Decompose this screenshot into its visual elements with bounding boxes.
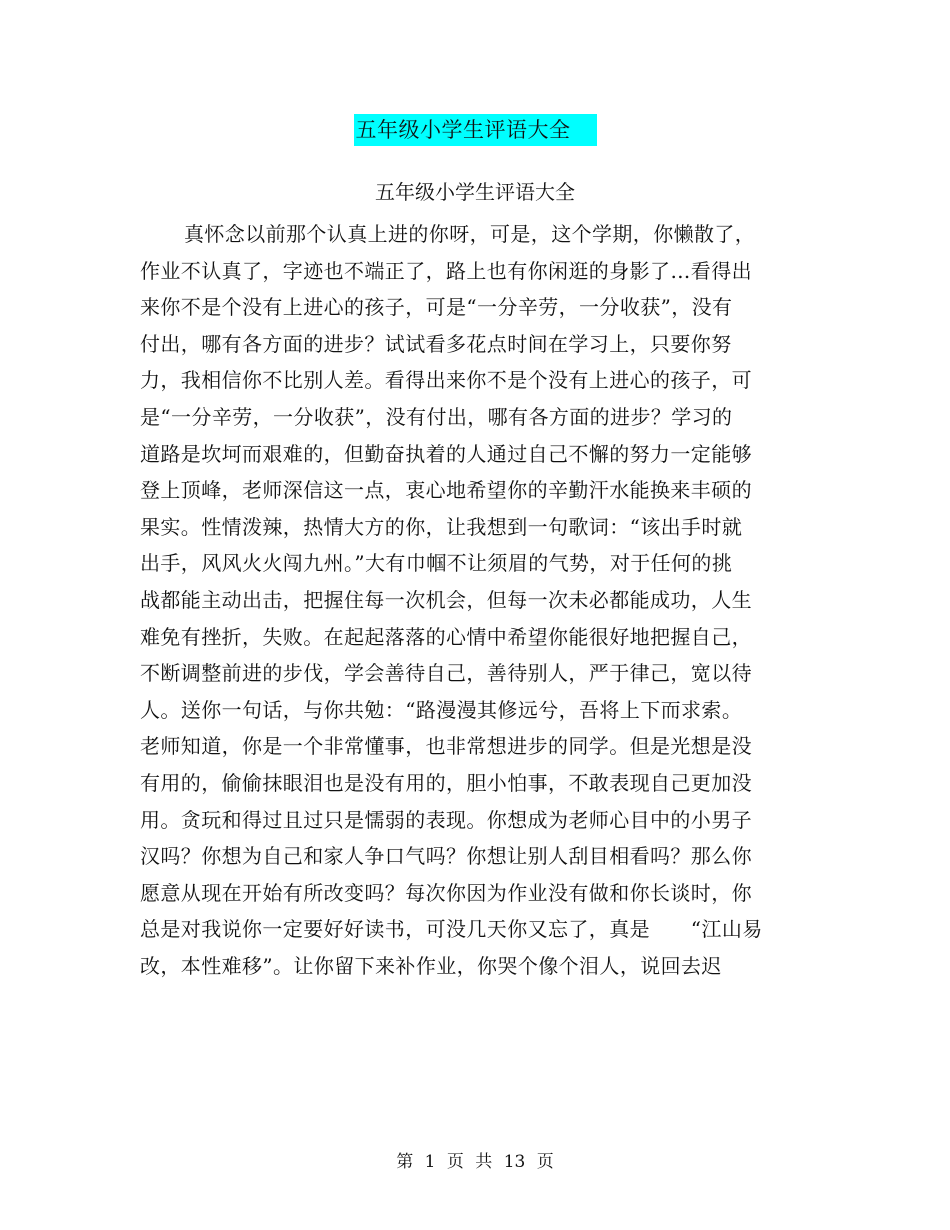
page-title: 五年级小学生评语大全: [354, 114, 597, 146]
text-line: 总是对我说你一定要好好读书，可没几天你又忘了，真是 “江山易: [140, 917, 763, 942]
text-line: 真怀念以前那个认真上进的你呀，可是，这个学期，你懒散了，: [184, 222, 756, 246]
text-line: 汉吗？你想为自己和家人争口气吗？你想让别人刮目相看吗？那么你: [140, 844, 752, 869]
text-line: 出手，风风火火闯九州。”大有巾帼不让须眉的气势，对于任何的挑: [140, 551, 733, 576]
text-line: 力，我相信你不比别人差。看得出来你不是个没有上进心的孩子，可: [140, 368, 752, 393]
page-footer: 第 1 页 共 13 页: [396, 1152, 554, 1172]
text-line: 人。送你一句话，与你共勉：“路漫漫其修远兮，吾将上下而求索。: [140, 697, 743, 722]
text-line: 果实。性情泼辣，热情大方的你，让我想到一句歌词：“该出手时就: [140, 514, 743, 539]
text-line: 有用的，偷偷抹眼泪也是没有用的，胆小怕事，不敢表现自己更加没: [140, 770, 752, 795]
text-line: 道路是坎坷而艰难的，但勤奋执着的人通过自己不懈的努力一定能够: [140, 441, 752, 466]
title-container: [0, 114, 950, 146]
text-line: 登上顶峰，老师深信这一点，衷心地希望你的辛勤汗水能换来丰硕的: [140, 478, 752, 503]
text-line: 难免有挫折，失败。在起起落落的心情中希望你能很好地把握自己，: [140, 624, 752, 649]
text-line: 不断调整前进的步伐，学会善待自己，善待别人，严于律己，宽以待: [140, 661, 752, 686]
text-line: 作业不认真了，字迹也不端正了，路上也有你闲逛的身影了…看得出: [140, 258, 752, 283]
text-line: 愿意从现在开始有所改变吗？每次你因为作业没有做和你长谈时，你: [140, 880, 752, 905]
text-line: 战都能主动出击，把握住每一次机会，但每一次未必都能成功，人生: [140, 587, 752, 612]
document-subtitle: 五年级小学生评语大全: [375, 180, 575, 204]
text-line: 用。贪玩和得过且过只是懦弱的表现。你想成为老师心目中的小男子: [140, 807, 752, 832]
text-line: 付出，哪有各方面的进步？试试看多花点时间在学习上，只要你努: [140, 331, 732, 356]
text-line: 是“一分辛劳，一分收获”，没有付出，哪有各方面的进步？学习的: [140, 404, 733, 429]
text-line: 来你不是个没有上进心的孩子，可是“一分辛劳，一分收获”，没有: [140, 295, 733, 320]
body-text: [140, 216, 780, 984]
text-line: 改，本性难移”。让你留下来补作业，你哭个像个泪人，说回去迟: [140, 953, 722, 978]
text-line: 老师知道，你是一个非常懂事，也非常想进步的同学。但是光想是没: [140, 734, 752, 759]
